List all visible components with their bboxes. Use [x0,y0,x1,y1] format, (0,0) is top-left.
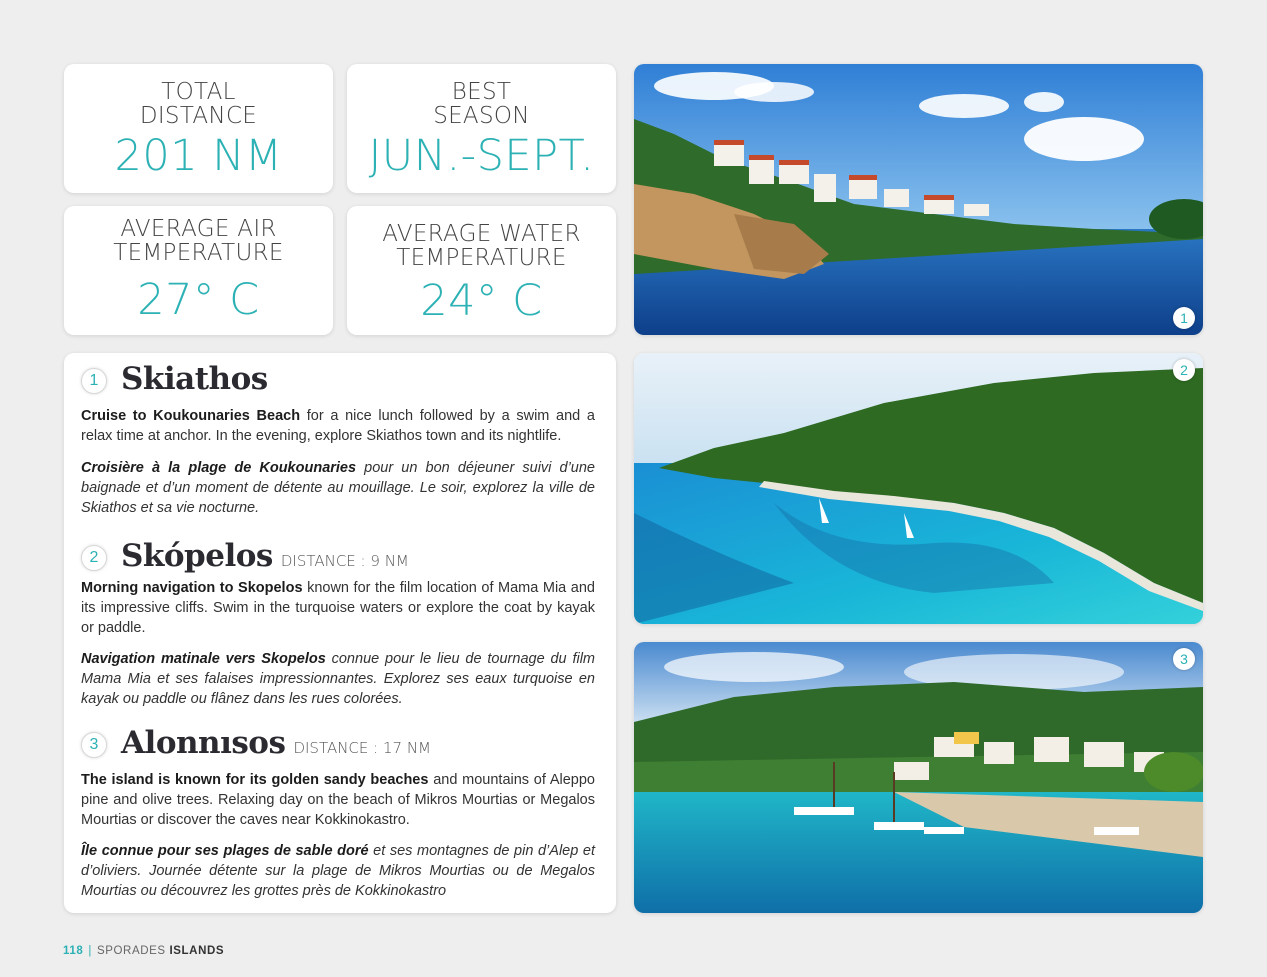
description-fr [81,841,595,901]
distance-label: DISTANCE : 9 NM [280,552,409,570]
day-number: 2 [81,545,107,571]
stat-label: DISTANCE [139,103,258,129]
page-number: 118 [63,945,84,957]
description-fr-lead: Île connue pour ses plages de sable doré [81,843,369,859]
photo-alonnisos [634,642,1203,913]
stat-value: 201 NM [114,131,283,181]
section-header [81,725,595,765]
description-fr-lead: Croisière à la plage de Koukounaries [81,460,357,476]
photo-skiathos [634,64,1203,335]
stat-label: AVERAGE AIR [120,216,277,242]
description-fr [81,458,595,518]
island-name: Skópelos [121,538,273,574]
stat-card-air-temperature [64,206,333,335]
stat-label: TOTAL [161,79,236,105]
stat-label: TEMPERATURE [396,245,567,271]
footer-separator: | [88,945,92,957]
stat-card-best-season [347,64,616,193]
itinerary-card [64,353,616,913]
distance-label: DISTANCE : 17 NM [293,739,431,757]
stat-label: AVERAGE WATER [382,221,581,247]
stat-card-total-distance [64,64,333,193]
island-name: Alonnısos [121,725,286,761]
description-en [81,770,595,830]
description-fr-lead: Navigation matinale vers Skopelos [81,651,326,667]
stat-card-water-temperature [347,206,616,335]
itinerary-day-2 [81,538,595,709]
day-number: 3 [81,732,107,758]
description-en-text: and mountains of Aleppo pine and olive trees. Relaxing day on the beach of Mikros Mourtias or Megalos Mourtias or discover the caves near Kokkinokastro. [81,772,595,828]
footer-region: SPORADES [96,945,166,957]
section-header [81,361,595,401]
description-fr-text: et ses montagnes de pin d’Alep et d’oliviers. Journée détente sur la plage de Mikros Mourtias ou de Megalos Mourtias ou découvrez les grottes près de Kokkinokastro [81,843,595,899]
footer-region-strong: ISLANDS [169,945,225,957]
description-en-lead: Morning navigation to Skopelos [81,580,303,596]
photo-number-badge: 3 [1173,648,1195,670]
stat-label: BEST [451,79,512,105]
alonnisos-image [634,642,1203,913]
stat-label: SEASON [433,103,530,129]
photo-number-badge: 2 [1173,359,1195,381]
day-number: 1 [81,368,107,394]
description-en-text: for a nice lunch followed by a swim and a relax time at anchor. In the evening, explore Skiathos town and its nightlife. [81,408,595,444]
description-fr [81,649,595,709]
stat-label: TEMPERATURE [113,240,284,266]
stat-value: 27° C [137,275,260,325]
description-en-lead: Cruise to Koukounaries Beach [81,408,301,424]
itinerary-day-1 [81,361,595,518]
description-en [81,406,595,446]
page-footer [63,945,224,957]
stat-value: 24° C [420,276,543,326]
stat-value: JUN.-SEPT. [368,131,595,181]
photo-skopelos [634,353,1203,624]
description-en [81,578,595,638]
skiathos-image [634,64,1203,335]
description-en-lead: The island is known for its golden sandy beaches [81,772,429,788]
description-fr-text: connue pour le lieu de tournage du film Mama Mia et ses falaises impressionnantes. Explorez ses eaux turquoise en kayak ou paddle ou flânez dans les rues colorées. [81,651,595,707]
island-name: Skiathos [121,361,268,397]
skopelos-image [634,353,1203,624]
section-header [81,538,595,578]
description-en-text: known for the film location of Mama Mia and its impressive cliffs. Swim in the turquoise waters or explore the coat by kayak or paddle. [81,580,595,636]
photo-number-badge: 1 [1173,307,1195,329]
description-fr-text: pour un bon déjeuner suivi d’une baignade et d’un moment de détente au mouillage. Le soir, explorez la ville de Skiathos et sa vie nocturne. [81,460,595,516]
itinerary-day-3 [81,725,595,901]
